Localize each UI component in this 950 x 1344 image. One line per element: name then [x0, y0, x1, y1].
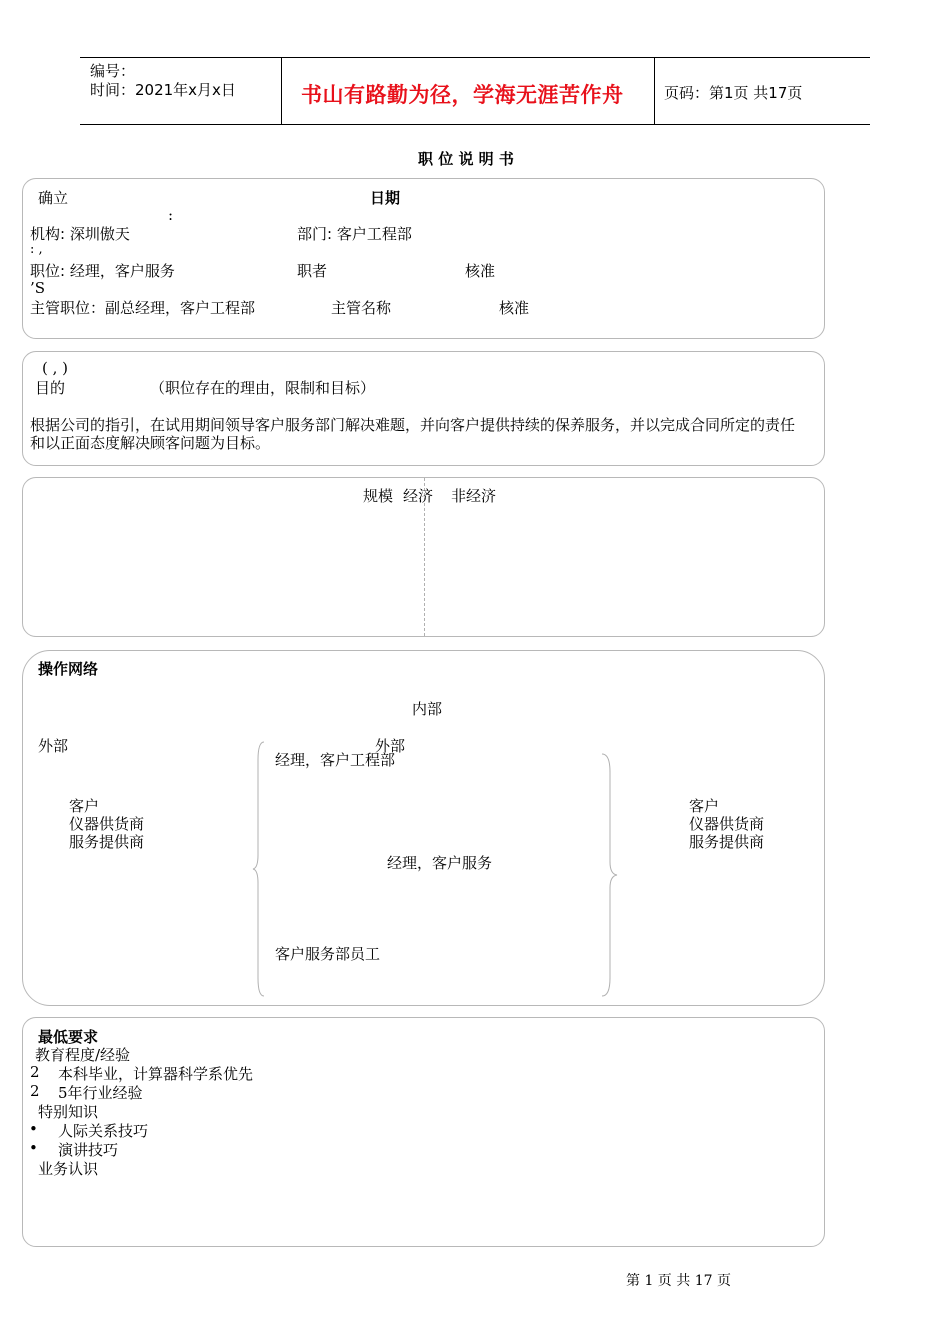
semicolon-mark: : , — [30, 242, 43, 257]
economic-label: 经济 — [403, 487, 434, 505]
page-footer: 第 1 页 共 17 页 — [626, 1273, 731, 1289]
organization-field: 机构: 深圳傲天 — [30, 225, 130, 243]
left-contact-1: 客户 — [69, 797, 100, 815]
non-economic-label: 非经济 — [451, 487, 497, 505]
header-divider-1 — [281, 57, 282, 125]
bullet-icon: • — [29, 1139, 38, 1157]
requirements-title: 最低要求 — [38, 1028, 99, 1046]
supervisor-name-label: 主管名称 — [331, 299, 392, 317]
page-indicator: 页码：第1页 共17页 — [664, 84, 803, 102]
header-motto: 书山有路勤为径，学海无涯苦作舟 — [301, 83, 624, 107]
right-brace — [600, 752, 620, 998]
approve-label-1: 核准 — [465, 262, 496, 280]
supervisor-position: 主管职位：副总经理，客户工程部 — [30, 299, 256, 317]
req-item-1-number: 2 — [30, 1063, 40, 1081]
left-contact-2: 仪器供货商 — [69, 815, 145, 833]
education-label: 教育程度/经验 — [35, 1046, 131, 1064]
req-item-1: 本科毕业，计算器科学系优先 — [58, 1065, 254, 1083]
network-title: 操作网络 — [38, 660, 99, 678]
date-label: 日期 — [370, 189, 401, 207]
business-knowledge-label: 业务认识 — [38, 1160, 99, 1178]
position-field: 职位: 经理，客户服务 — [30, 262, 175, 280]
mid-top-role: 经理，客户工程部 — [275, 751, 396, 769]
colon-mark: : — [168, 206, 174, 224]
purpose-body-line2: 和以正面态度解决顾客问题为目标。 — [30, 434, 271, 452]
req-bullet-1: 人际关系技巧 — [58, 1122, 149, 1140]
bullet-icon: • — [29, 1120, 38, 1138]
right-contact-2: 仪器供货商 — [689, 815, 765, 833]
scale-label: 规模 — [363, 487, 394, 505]
req-item-2: 5年行业经验 — [58, 1084, 143, 1102]
right-contact-3: 服务提供商 — [689, 833, 765, 851]
document-title: 职 位 说 明 书 — [418, 150, 514, 168]
purpose-label: 目的 — [35, 379, 66, 397]
doc-time-label: 时间：2021年x月x日 — [90, 81, 236, 99]
header-divider-2 — [654, 57, 655, 125]
external-mid-label: 外部 — [375, 737, 406, 755]
req-item-2-number: 2 — [30, 1082, 40, 1100]
mid-bottom-role: 客户服务部员工 — [275, 945, 381, 963]
incumbent-label: 职者 — [297, 262, 328, 280]
special-knowledge-label: 特别知识 — [38, 1103, 99, 1121]
right-contact-1: 客户 — [689, 797, 720, 815]
confirm-label: 确立 — [38, 189, 69, 207]
left-contact-3: 服务提供商 — [69, 833, 145, 851]
apostrophe-s: ’S — [30, 279, 46, 297]
header-top-rule — [80, 57, 870, 58]
header-bottom-rule — [80, 124, 870, 125]
purpose-paren: ( , ) — [42, 359, 69, 377]
doc-number-label: 编号： — [90, 62, 136, 80]
department-field: 部门: 客户工程部 — [297, 225, 412, 243]
purpose-hint: （职位存在的理由，限制和目标） — [150, 379, 376, 397]
internal-label: 内部 — [412, 700, 443, 718]
purpose-body-line1: 根据公司的指引，在试用期间领导客户服务部门解决难题，并向客户提供持续的保养服务，并以完成合同所定的责任 — [30, 416, 796, 434]
left-brace — [250, 740, 266, 998]
external-left-label: 外部 — [38, 737, 69, 755]
mid-center-role: 经理，客户服务 — [387, 854, 493, 872]
approve-label-2: 核准 — [499, 299, 530, 317]
req-bullet-2: 演讲技巧 — [58, 1141, 119, 1159]
